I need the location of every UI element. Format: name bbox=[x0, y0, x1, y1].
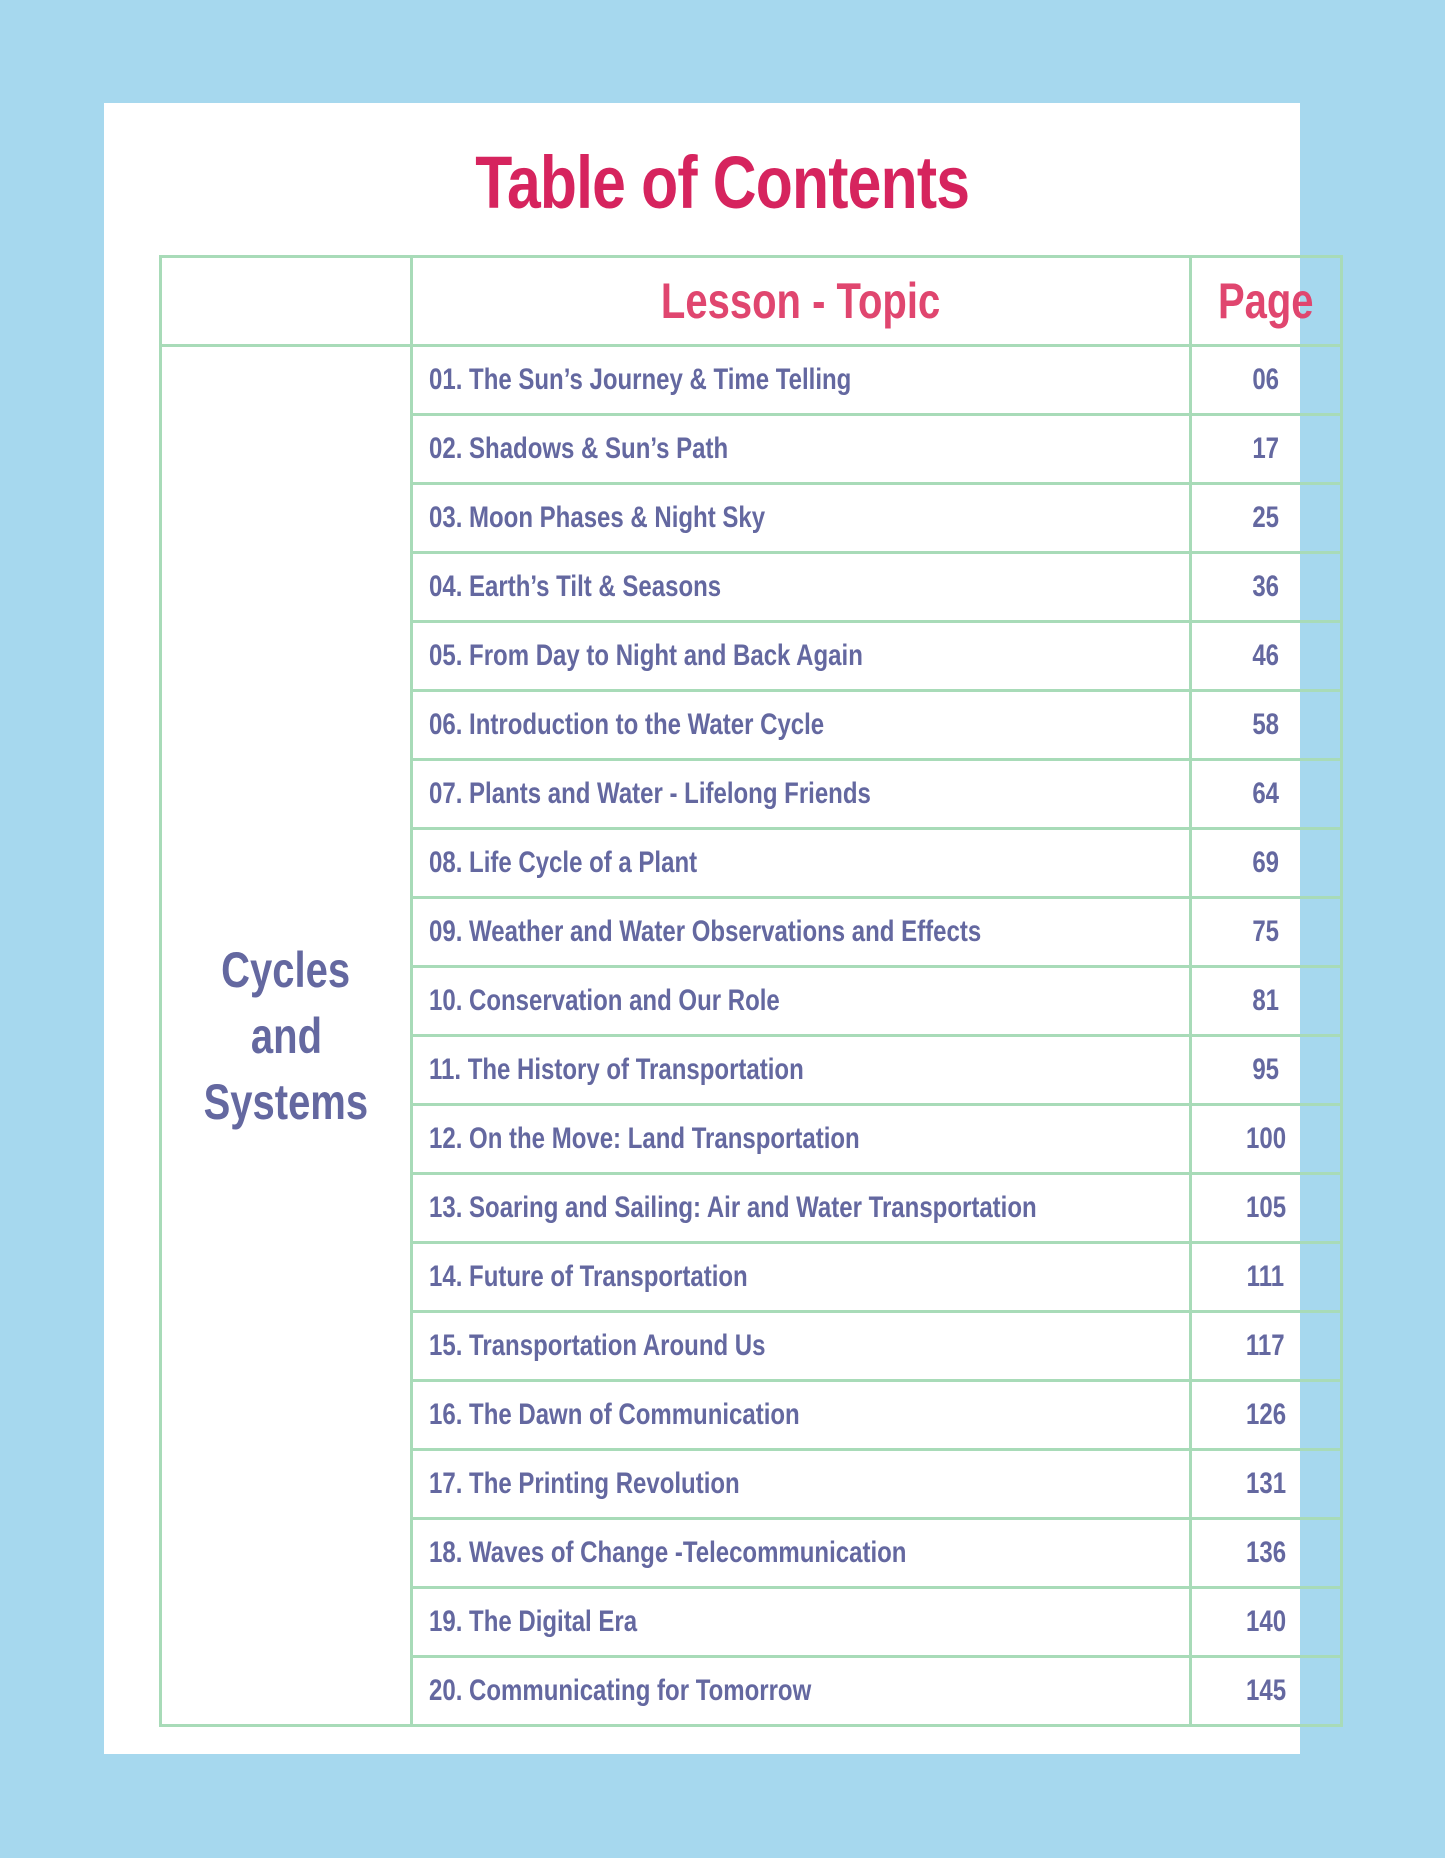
lesson-title: 18. Waves of Change -Telecommunication bbox=[429, 1536, 907, 1569]
page-cell bbox=[1190, 1381, 1341, 1450]
page-number: 105 bbox=[1245, 1191, 1286, 1224]
page-number: 111 bbox=[1246, 1260, 1285, 1293]
lesson-title: 15. Transportation Around Us bbox=[429, 1329, 766, 1362]
header-page bbox=[1190, 257, 1341, 346]
page-cell bbox=[1190, 760, 1341, 829]
page-cell bbox=[1190, 1450, 1341, 1519]
lesson-title: 03. Moon Phases & Night Sky bbox=[429, 501, 766, 534]
group-label-line: Systems bbox=[203, 1073, 369, 1130]
page-number: 64 bbox=[1252, 777, 1279, 810]
page-cell bbox=[1190, 1588, 1341, 1657]
lesson-title: 06. Introduction to the Water Cycle bbox=[429, 708, 825, 741]
group-cell bbox=[161, 346, 412, 1726]
page-cell bbox=[1190, 1657, 1341, 1726]
lesson-title: 17. The Printing Revolution bbox=[429, 1467, 740, 1500]
lesson-title: 11. The History of Transportation bbox=[429, 1053, 804, 1086]
lesson-cell bbox=[412, 484, 1191, 553]
lesson-title: 12. On the Move: Land Transportation bbox=[429, 1122, 860, 1155]
page-number: 17 bbox=[1252, 432, 1279, 465]
page-cell bbox=[1190, 1519, 1341, 1588]
page-title bbox=[0, 140, 1445, 225]
lesson-title: 09. Weather and Water Observations and Effects bbox=[429, 915, 982, 948]
lesson-cell bbox=[412, 1588, 1191, 1657]
page-cell bbox=[1190, 691, 1341, 760]
lesson-title: 14. Future of Transportation bbox=[429, 1260, 748, 1293]
header-group bbox=[161, 257, 412, 346]
group-label-line: Cycles bbox=[221, 941, 351, 998]
page-cell bbox=[1190, 484, 1341, 553]
page-number: 117 bbox=[1246, 1329, 1285, 1362]
page-number: 75 bbox=[1252, 915, 1279, 948]
page-cell bbox=[1190, 829, 1341, 898]
lesson-cell bbox=[412, 1450, 1191, 1519]
page-number: 100 bbox=[1245, 1122, 1286, 1155]
lesson-cell bbox=[412, 1036, 1191, 1105]
page-cell bbox=[1190, 1105, 1341, 1174]
lesson-cell bbox=[412, 1312, 1191, 1381]
lesson-cell bbox=[412, 898, 1191, 967]
header-row bbox=[161, 257, 1342, 346]
header-lesson-text: Lesson - Topic bbox=[661, 273, 941, 329]
header-page-text: Page bbox=[1217, 273, 1314, 329]
lesson-title: 16. The Dawn of Communication bbox=[429, 1398, 800, 1431]
table-row bbox=[161, 346, 1342, 415]
page-cell bbox=[1190, 415, 1341, 484]
page-number: 140 bbox=[1245, 1605, 1286, 1638]
lesson-cell bbox=[412, 1519, 1191, 1588]
lesson-cell bbox=[412, 346, 1191, 415]
contents-table bbox=[159, 255, 1343, 1727]
lesson-title: 13. Soaring and Sailing: Air and Water Transportation bbox=[429, 1191, 1037, 1224]
page-number: 25 bbox=[1252, 501, 1279, 534]
lesson-cell bbox=[412, 691, 1191, 760]
lesson-cell bbox=[412, 829, 1191, 898]
header-lesson bbox=[412, 257, 1191, 346]
lesson-cell bbox=[412, 1243, 1191, 1312]
lesson-cell bbox=[412, 1174, 1191, 1243]
page-number: 126 bbox=[1245, 1398, 1286, 1431]
lesson-cell bbox=[412, 760, 1191, 829]
page-cell bbox=[1190, 1312, 1341, 1381]
lesson-title: 19. The Digital Era bbox=[429, 1605, 638, 1638]
page-number: 36 bbox=[1252, 570, 1279, 603]
page-number: 58 bbox=[1252, 708, 1279, 741]
page-number: 69 bbox=[1252, 846, 1279, 879]
page-number: 06 bbox=[1252, 363, 1279, 396]
page-cell bbox=[1190, 1174, 1341, 1243]
lesson-cell bbox=[412, 1381, 1191, 1450]
lesson-title: 07. Plants and Water - Lifelong Friends bbox=[429, 777, 871, 810]
page-title-text: Table of Contents bbox=[475, 141, 970, 224]
page-number: 46 bbox=[1252, 639, 1279, 672]
page-cell bbox=[1190, 553, 1341, 622]
group-label-line: and bbox=[250, 1007, 322, 1064]
lesson-title: 08. Life Cycle of a Plant bbox=[429, 846, 698, 879]
lesson-cell bbox=[412, 1657, 1191, 1726]
lesson-cell bbox=[412, 553, 1191, 622]
page-cell bbox=[1190, 622, 1341, 691]
page-cell bbox=[1190, 898, 1341, 967]
page-cell bbox=[1190, 346, 1341, 415]
lesson-title: 04. Earth’s Tilt & Seasons bbox=[429, 570, 722, 603]
lesson-title: 20. Communicating for Tomorrow bbox=[429, 1674, 812, 1707]
page-number: 131 bbox=[1245, 1467, 1286, 1500]
page-cell bbox=[1190, 1243, 1341, 1312]
page-number: 145 bbox=[1245, 1674, 1286, 1707]
lesson-title: 01. The Sun’s Journey & Time Telling bbox=[429, 363, 852, 396]
page-cell bbox=[1190, 1036, 1341, 1105]
lesson-cell bbox=[412, 415, 1191, 484]
lesson-cell bbox=[412, 622, 1191, 691]
page-number: 136 bbox=[1245, 1536, 1286, 1569]
page-number: 95 bbox=[1252, 1053, 1279, 1086]
lesson-cell bbox=[412, 1105, 1191, 1174]
lesson-cell bbox=[412, 967, 1191, 1036]
page-cell bbox=[1190, 967, 1341, 1036]
page-number: 81 bbox=[1252, 984, 1279, 1017]
lesson-title: 05. From Day to Night and Back Again bbox=[429, 639, 863, 672]
lesson-title: 10. Conservation and Our Role bbox=[429, 984, 780, 1017]
lesson-title: 02. Shadows & Sun’s Path bbox=[429, 432, 729, 465]
